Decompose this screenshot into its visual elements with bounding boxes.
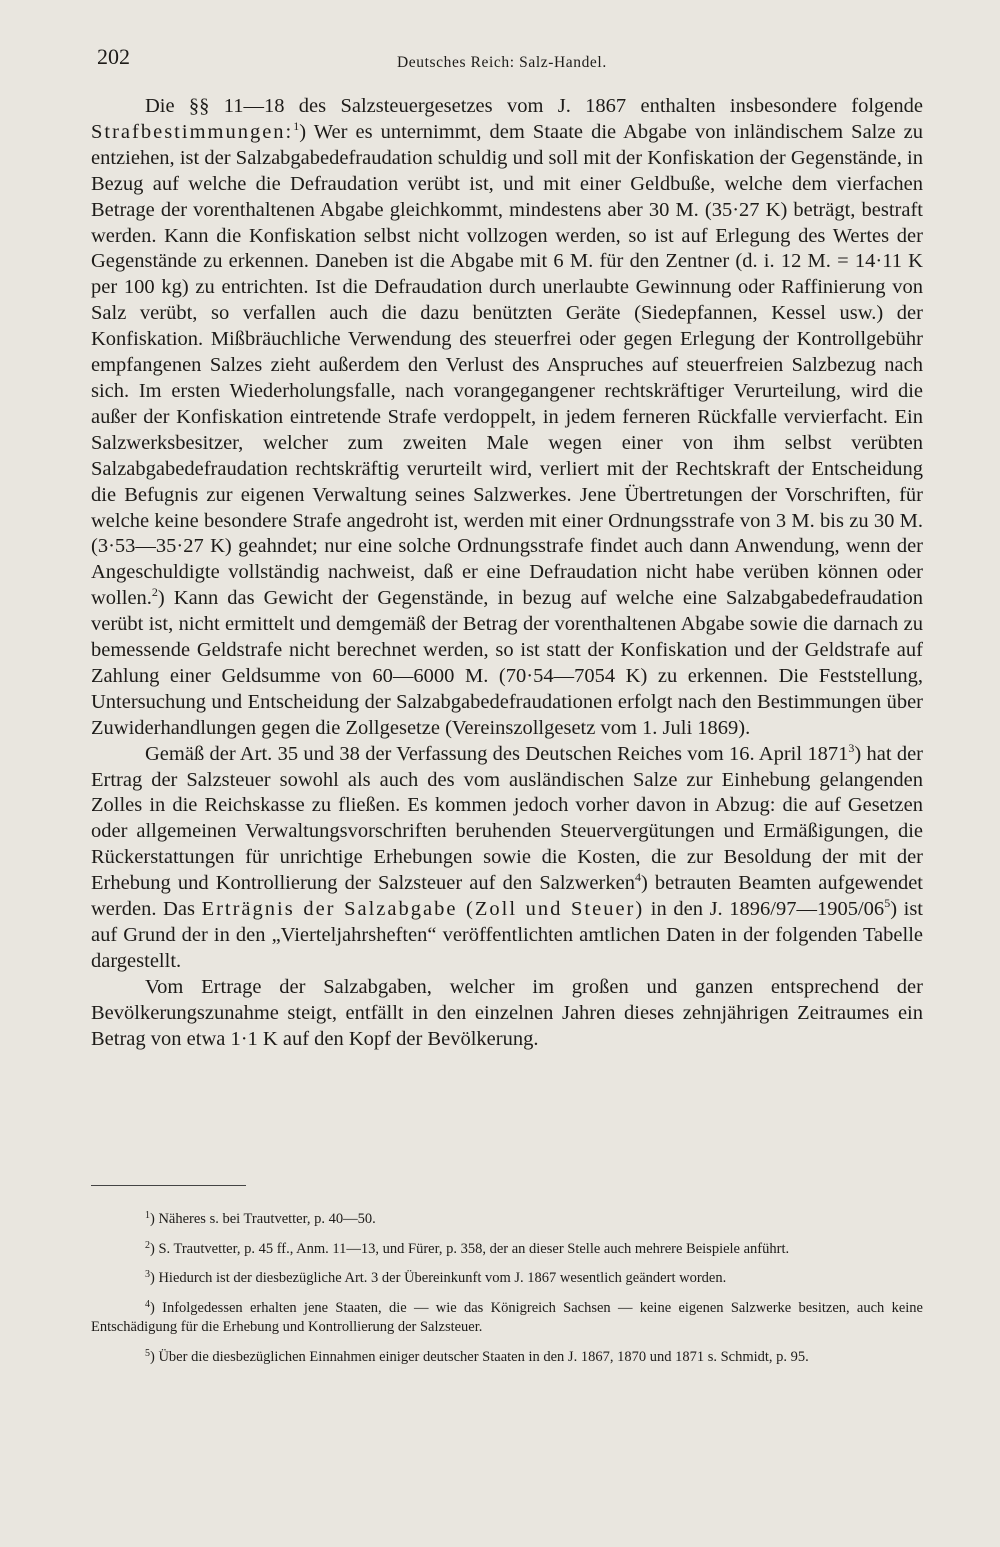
spaced-emphasis: Strafbestimmungen:	[91, 120, 294, 143]
paragraph-2	[91, 742, 923, 975]
footnote-mark: 1	[145, 1210, 150, 1221]
footnote	[91, 1295, 923, 1338]
footnote-ref: 5	[884, 896, 891, 911]
footnote-mark: 5	[145, 1347, 150, 1359]
footnote	[91, 1236, 923, 1260]
footnote-text: ) S. Trautvetter, p. 45 ff., Anm. 11—13, und Fürer, p. 358, der an dieser Stelle auch mehrere Beispiele anführt.	[150, 1240, 790, 1257]
footnote-mark: 2	[145, 1239, 150, 1251]
footnote-ref: 2	[151, 585, 158, 600]
paragraph-3: Vom Ertrage der Salzabgaben, welcher im großen und ganzen entsprechend der Bevölkerungszunahme steigt, entfällt in den einzelnen Jahren dieses zehnjährigen Zeitraumes ein Betrag von etwa 1·1 K auf den Kopf der Bevölkerung.	[91, 975, 923, 1050]
spaced-emphasis: Erträgnis der Salzabgabe (Zoll und Steuer)	[201, 898, 645, 921]
paragraph-1-text-a: Die §§ 11—18 des Salzsteuergesetzes vom J. 1867 enthalten insbesondere folgende	[145, 95, 923, 117]
paragraph-2-text-d: in den J. 1896/97—1905/06	[644, 898, 885, 921]
footnote-text: ) Über die diesbezüglichen Einnahmen einiger deutscher Staaten in den J. 1867, 1870 und 1871 s. Schmidt, p. 95.	[150, 1348, 809, 1365]
footnote-ref: 3	[848, 740, 855, 755]
paragraph-2-text-b: ) hat der Ertrag der Salzsteuer sowohl als auch des vom ausländischen Salze zur Einhebung gelangenden Zolles in die Reichskasse zu fließen. Es kommen jedoch vorher davon in Abzug: die auf Gesetzen oder allgemeinen Verwaltungsvorschriften beruhenden Steuervergütungen und Ermäßigungen, die Rückerstattungen für unrichtige Erhebungen sowie die Kosten, die zur Besoldung der mit der Erhebung und Kontrollierung der Salzsteuer auf den Salzwerken	[91, 742, 924, 895]
footnote	[91, 1344, 923, 1368]
footnote-text: ) Näheres s. bei Trautvetter, p. 40—50.	[150, 1211, 376, 1227]
paragraph-2-text-c: ) betrauten Beamten aufgewendet werden. Das	[91, 872, 923, 921]
footnote-ref: 1	[293, 118, 300, 133]
running-head: Deutsches Reich: Salz-Handel.	[397, 54, 607, 71]
footnote	[91, 1206, 923, 1230]
footnote-text: ) Hiedurch ist der diesbezügliche Art. 3 der Übereinkunft vom J. 1867 wesentlich geändert worden.	[150, 1270, 727, 1286]
footnote-ref: 4	[634, 870, 641, 885]
paragraph-1-text-b: ) Wer es unternimmt, dem Staate die Abgabe von inländischem Salze zu entziehen, ist der Salzabgabedefraudation schuldig und soll mit der Konfiskation der Gegenstände, in Bezug auf welche die Defraudation verübt ist, und mit einer Geldbuße, welche dem vierfachen Betrage der vorenthaltenen Abgabe gleichkommt, mindestens aber 30 M. (35·27 K) beträgt, bestraft werden. Kann die Konfiskation selbst nicht vollzogen werden, so ist auf Erlegung des Wertes der Gegenstände zu erkennen. Daneben ist die Abgabe mit 6 M. für den Zentner (d. i. 12 M. = 14·11 K per 100 kg) zu entrichten. Ist die Defraudation durch unerlaubte Gewinnung oder Raffinierung von Salz verübt, so verfallen auch die dazu benützten Geräte (Siedepfannen, Kessel usw.) der Konfiskation. Mißbräuchliche Verwendung des steuerfrei oder gegen Erlegung der Kontrollgebühr empfangenen Salzes zieht außerdem den Verlust des Anspruches auf steuerfreien Salzbezug nach sich. Im ersten Wiederholungsfalle, nach vorangegangener rechtskräftiger Verurteilung, wird die außer der Konfiskation eintretende Strafe verdoppelt, in jedem ferneren Rückfalle vervierfacht. Ein Salzwerksbesitzer, welcher zum zweiten Male wegen einer von ihm selbst verübten Salzabgabedefraudation rechtskräftig verurteilt wird, verliert mit der Rechtskraft der Entscheidung die Befugnis zur eigenen Verwaltung seines Salzwerkes. Jene Übertretungen der Vorschriften, für welche keine besondere Strafe angedroht ist, werden mit einer Ordnungsstrafe von 3 M. bis zu 30 M. (3·53—35·27 K) geahndet; nur eine solche Ordnungsstrafe findet auch dann Anwendung, wenn der Angeschuldigte vollständig nachweist, daß er eine Defraudation nicht habe verüben können oder wollen.	[91, 120, 923, 610]
page-number: 202	[97, 44, 130, 69]
paragraph-1	[91, 94, 923, 742]
footnote-divider	[91, 1185, 246, 1186]
paragraph-2-text-e: ) ist auf Grund der in den „Vierteljahrsheften“ veröffentlichten amtlichen Daten in der folgenden Tabelle dargestellt.	[91, 898, 923, 972]
paragraph-1-text-c: ) Kann das Gewicht der Gegenstände, in bezug auf welche eine Salzabgabedefraudation verübt ist, nicht ermittelt und demgemäß der Betrag der vorenthaltenen Abgabe sowie die darnach zu bemessende Geldstrafe nicht berechnet werden, so ist statt der Konfiskation und der Geldstrafe auf Zahlung einer Geldsumme von 60—6000 M. (70·54—7054 K) zu erkennen. Die Feststellung, Untersuchung und Entscheidung der Salzabgabedefraudationen erfolgt nach den Bestimmungen über Zuwiderhandlungen gegen die Zollgesetze (Vereinszollgesetz vom 1. Juli 1869).	[91, 587, 923, 739]
footnote-mark: 3	[145, 1269, 150, 1280]
footnotes	[91, 1206, 923, 1373]
footnote-text: ) Infolgedessen erhalten jene Staaten, die — wie das Königreich Sachsen — keine eigenen Salzwerke besitzen, auch keine Entschädigung für die Erhebung und Kontrollierung der Salzsteuer.	[91, 1299, 923, 1335]
page-header	[97, 44, 923, 74]
body-text	[91, 94, 923, 1053]
footnote	[91, 1265, 923, 1289]
paragraph-2-text-a: Gemäß der Art. 35 und 38 der Verfassung des Deutschen Reiches vom 16. April 1871	[145, 742, 849, 765]
footnote-mark: 4	[145, 1298, 150, 1310]
